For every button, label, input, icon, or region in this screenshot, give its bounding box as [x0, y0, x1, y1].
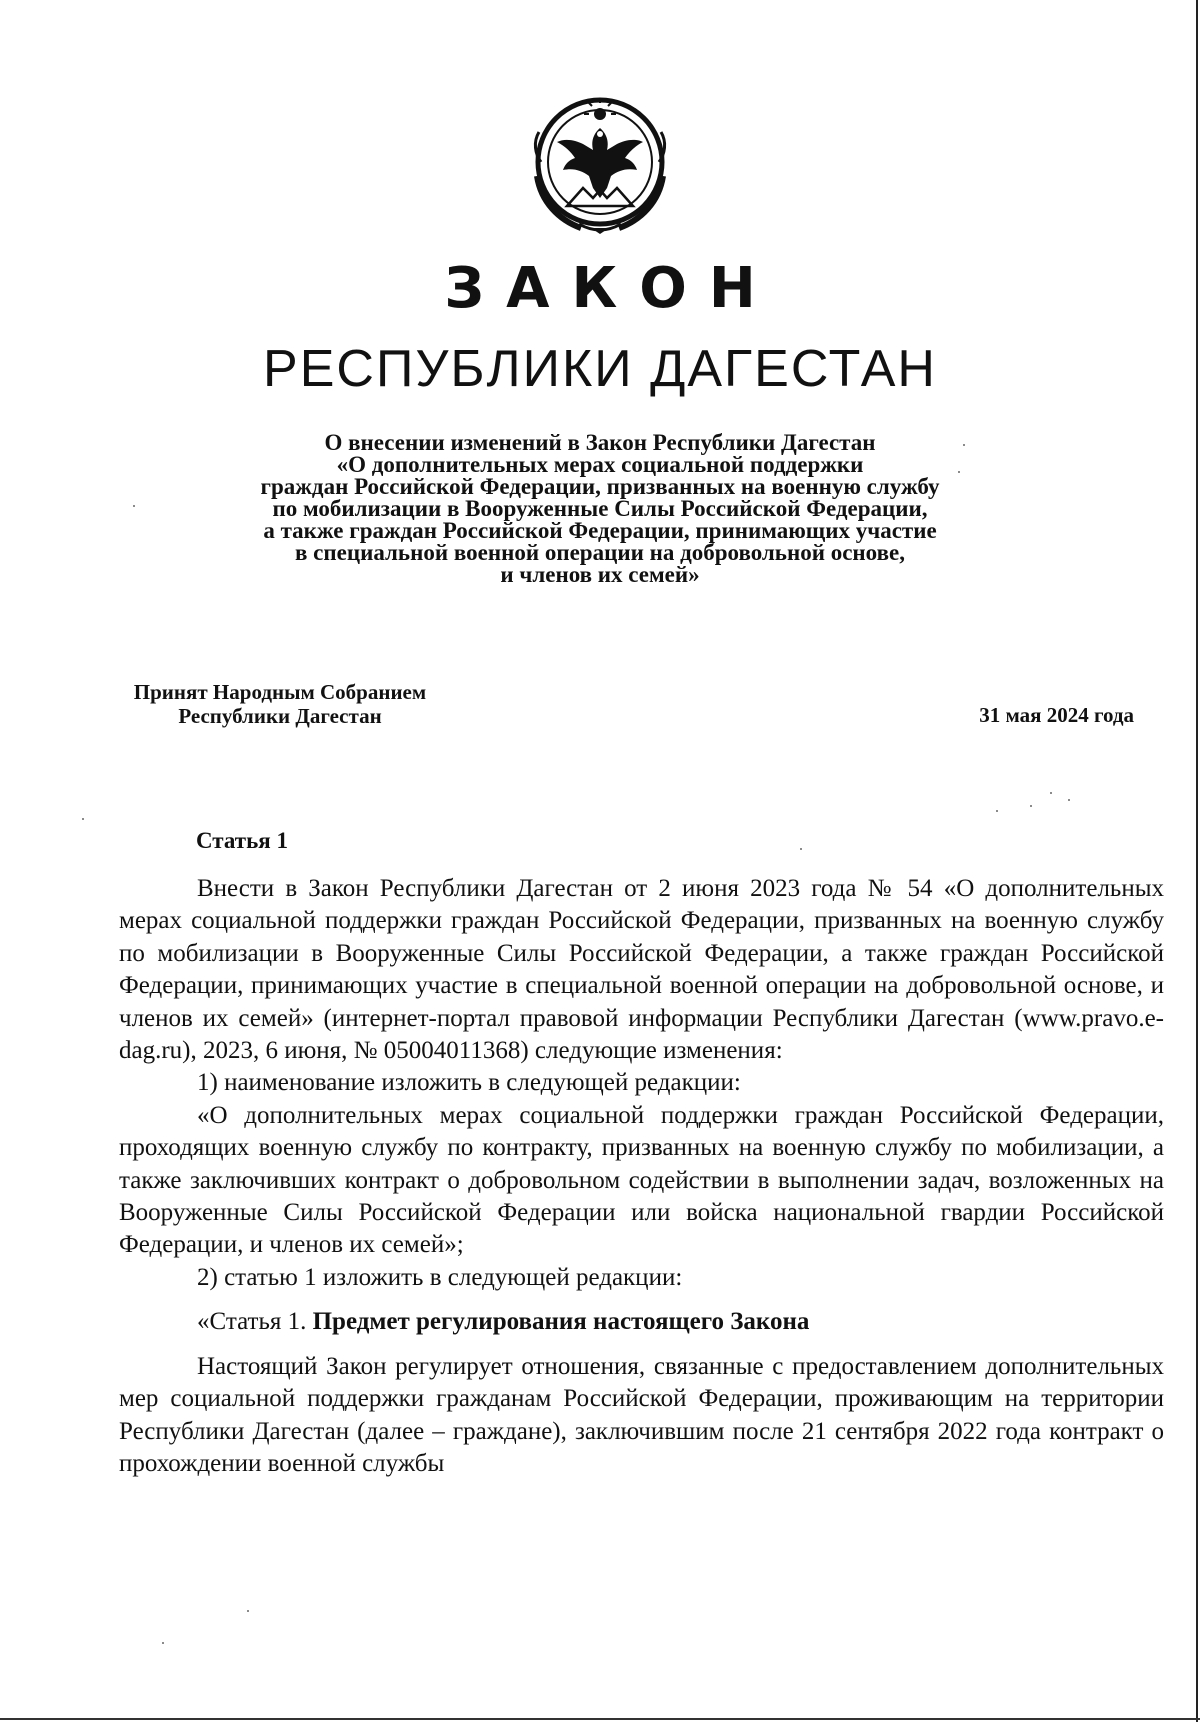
scan-speck — [958, 471, 960, 473]
heading-line: и членов их семей» — [500, 562, 700, 587]
heading-line: в специальной военной операции на добровольной основе, — [294, 540, 905, 565]
scan-speck — [82, 818, 84, 820]
heading-line: граждан Российской Федерации, призванных на военную службу — [260, 474, 940, 499]
scan-speck — [247, 1610, 249, 1612]
quoted-article-title: Предмет регулирования настоящего Закона — [312, 1308, 810, 1336]
scan-speck — [133, 505, 135, 507]
scan-speck — [1030, 805, 1032, 807]
heading-line: по мобилизации в Вооруженные Силы Российской Федерации, — [272, 496, 928, 521]
article-paragraph: 1) наименование изложить в следующей редакции: — [197, 1069, 741, 1097]
scan-edge-bottom — [0, 1718, 1200, 1720]
scan-speck — [800, 848, 802, 850]
adopted-by-line: Республики Дагестан — [178, 704, 382, 728]
quoted-article-heading — [119, 1306, 1164, 1338]
scan-speck — [996, 810, 998, 812]
article-body — [119, 873, 1164, 1480]
adopted-by-line: Принят Народным Собранием — [133, 680, 427, 704]
adopted-by — [120, 680, 440, 728]
scan-speck — [963, 444, 965, 446]
article-paragraph: Внести в Закон Республики Дагестан от 2 июня 2023 года № 54 «О дополнительных мерах социальной поддержки граждан Российской Федерации, призванных на военную службу по мобилизации в Вооруженные Силы Российской Федерации, а также граждан Российской Федерации, принимающих участие в специальной военной операции на добровольной основе, и членов их семей» (интернет-портал правовой информации Республики Дагестан (www.pravo.e-dag.ru), 2023, 6 июня, № 05004011368) следующие изменения: — [119, 875, 1164, 1065]
scan-speck — [162, 1642, 164, 1644]
scan-speck — [1050, 792, 1052, 794]
heading-line: «О дополнительных мерах социальной поддержки — [336, 452, 864, 477]
heading-line: О внесении изменений в Закон Республики Дагестан — [324, 430, 876, 455]
coat-of-arms-icon — [519, 84, 681, 234]
article-paragraph: «О дополнительных мерах социальной поддержки граждан Российской Федерации, проходящих военную службу по контракту, призванных на военную службу по мобилизации, а также заключивших контракт о добровольном содействии в выполнении задач, возложенных на Вооруженные Силы Российской Федерации или войска национальной гвардии Российской Федерации, и членов их семей»; — [119, 1101, 1164, 1259]
law-title: ЗАКОН — [444, 256, 778, 321]
article-paragraph: 2) статью 1 изложить в следующей редакции: — [197, 1263, 683, 1291]
quoted-paragraph: Настоящий Закон регулирует отношения, связанные с предоставлением дополнительных мер социальной поддержки гражданам Российской Федерации, проживающим на территории Республики Дагестан (далее – граждане), заключившим после 21 сентября 2022 года контракт о прохождении военной службы — [119, 1352, 1164, 1477]
article-heading: Статья 1 — [196, 828, 288, 853]
document-heading — [150, 432, 1050, 586]
adoption-date: 31 мая 2024 года — [979, 703, 1134, 727]
law-subtitle: РЕСПУБЛИКИ ДАГЕСТАН — [263, 340, 937, 398]
quoted-article-prefix: «Статья 1. — [197, 1308, 313, 1336]
dagestan-coat-of-arms-icon — [519, 84, 681, 234]
heading-line: а также граждан Российской Федерации, принимающих участие — [263, 518, 937, 543]
scan-speck — [1068, 799, 1070, 801]
